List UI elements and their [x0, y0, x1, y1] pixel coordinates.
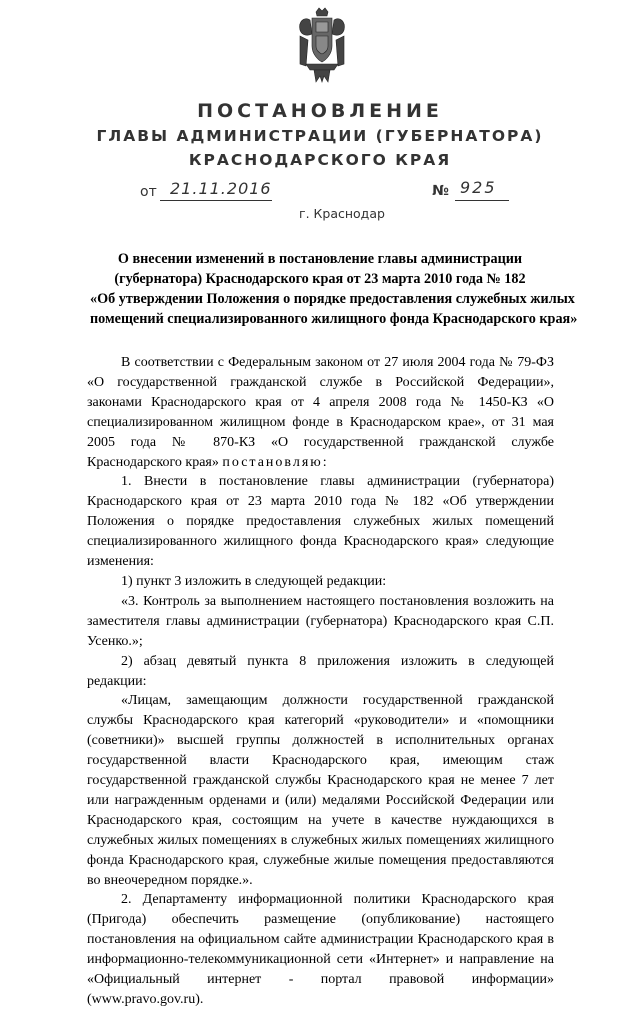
date-value: 21.11.2016 [170, 179, 272, 198]
coat-of-arms-emblem [294, 6, 350, 84]
resolution-keyword: постановляю: [222, 454, 329, 470]
body-paragraph-6: «Лицам, замещающим должности государственной гражданской службы Краснодарского края категорий «руководители» и «помощники (советники)» высшей группы должностей в исполнительных органах государственной власти Краснодарского края, имеющим стаж государственной гражданской службы Краснодарского края не менее 7 лет или награжденным орденами и (или) медалями Российской Федерации или Краснодарского края, состоящим на учете в качестве нуждающихся в служебных жилых помещениях в служебных жилых помещениях жилищного фонда Краснодарского края, служебные жилые помещения предоставляются во внеочередном порядке.». [87, 693, 554, 888]
subject-line-2: (губернатора) Краснодарского края от 23 марта 2010 года № 182 [114, 271, 526, 287]
body-paragraph-7: 2. Департаменту информационной политики Краснодарского края (Пригода) обеспечить размещение (опубликование) настоящего постановления на официальном сайте администрации Краснодарского края в информационно-телекоммуникационной сети «Интернет» и направление на «Официальный интернет - портал правовой информации» (www.pravo.gov.ru). [87, 892, 554, 1007]
body-paragraph-5: 2) абзац девятый пункта 8 приложения изложить в следующей редакции: [87, 653, 554, 689]
body-paragraph-1 [87, 353, 554, 472]
subject-line-3: «Об утверждении Положения о порядке предоставления служебных жилых [90, 291, 575, 307]
document-body [87, 353, 554, 1010]
body-paragraph-4: «3. Контроль за выполнением настоящего постановления возложить на заместителя главы администрации (губернатора) Краснодарского края С.П. Усенко.»; [87, 593, 554, 649]
city-label: г. Краснодар [299, 206, 385, 221]
preamble-text: В соответствии с Федеральным законом от 27 июля 2004 года № 79-ФЗ «О государственной гражданской службе в Российской Федерации», законами Краснодарского края от 4 апреля 2008 года № 1450-КЗ «О специализированном жилищном фонде в Краснодарском крае», от 31 мая 2005 года № 870-КЗ «О государственной гражданской службе Краснодарского края» [87, 355, 554, 470]
date-label: от [140, 184, 157, 200]
authority-heading-line1: ГЛАВЫ АДМИНИСТРАЦИИ (ГУБЕРНАТОРА) [96, 127, 544, 145]
body-paragraph-2: 1. Внести в постановление главы администрации (губернатора) Краснодарского края от 23 марта 2010 года № 182 «Об утверждении Положения о порядке предоставления служебных жилых помещений специализированного жилищного фонда Краснодарского края» следующие изменения: [87, 474, 554, 570]
number-label: № [432, 183, 449, 199]
subject-line-1: О внесении изменений в постановление главы администрации [117, 251, 523, 267]
body-paragraph-3: 1) пункт 3 изложить в следующей редакции: [121, 573, 387, 589]
number-underline [455, 200, 509, 201]
document-type-heading: ПОСТАНОВЛЕНИЕ [197, 100, 443, 122]
number-value: 925 [460, 178, 497, 197]
document-subject [90, 249, 578, 329]
authority-heading-line2: КРАСНОДАРСКОГО КРАЯ [188, 151, 452, 169]
subject-line-4: помещений специализированного жилищного фонда Краснодарского края» [90, 311, 578, 327]
date-underline [160, 200, 272, 201]
